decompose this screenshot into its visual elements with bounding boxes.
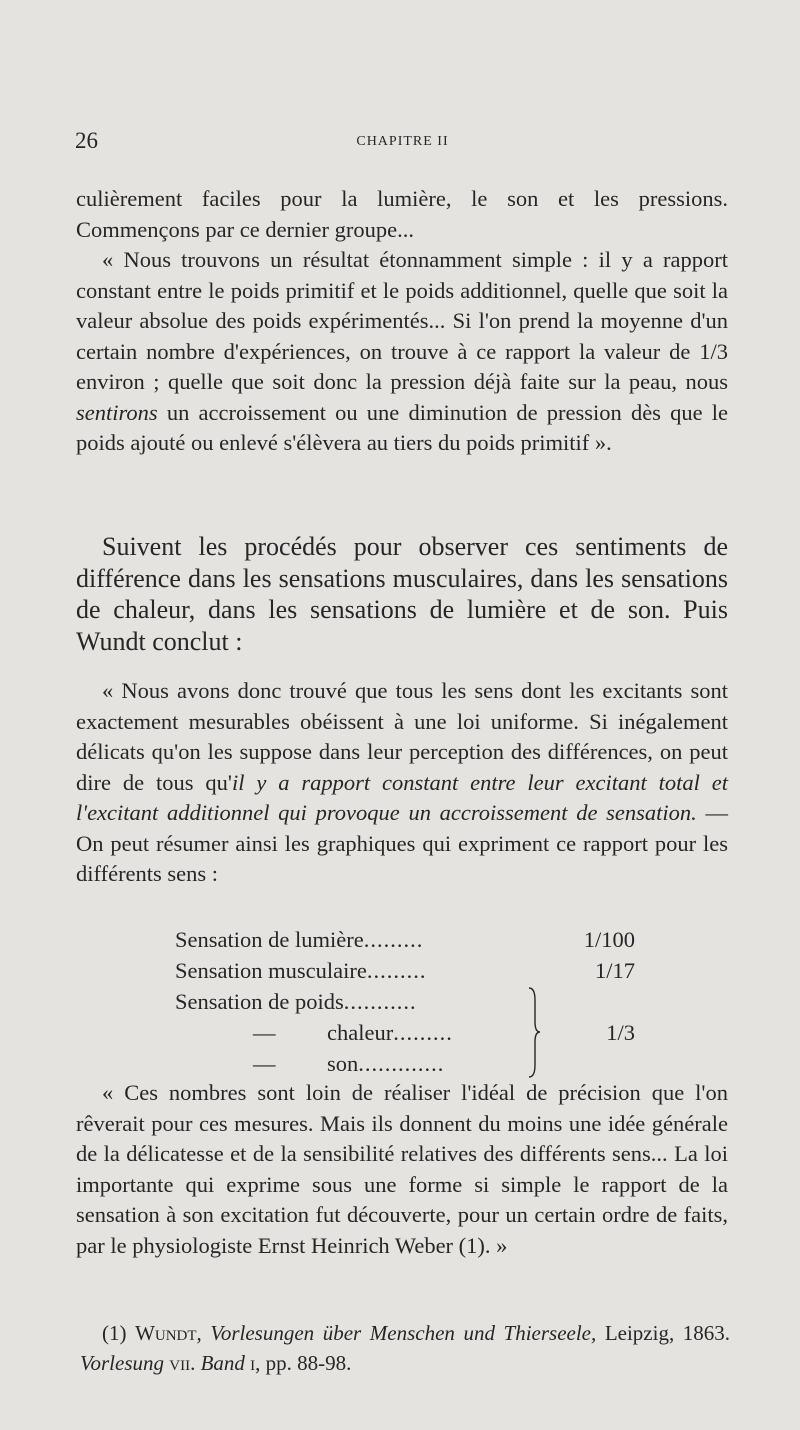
page-number: 26 [75,128,98,153]
footnote-author: Wundt, [135,1321,202,1345]
italic-emphasis: sentirons [76,399,158,425]
footnote-pages: pp. 88-98. [265,1351,352,1375]
table-row [175,924,635,955]
row-label: Sensation de poids........... [175,989,417,1014]
row-value: 1/17 [594,958,635,983]
table-row [175,986,635,1017]
row-label: Sensation musculaire......... [175,958,427,983]
quote-weber [76,184,728,459]
ditto-dash: — [253,1051,276,1076]
quote-continuation: culièrement faciles pour la lumière, le son et les pressions. Commençons par ce dernier groupe... [76,186,728,242]
row-label: Sensation de lumière......... [175,927,424,952]
italic-emphasis: il y a rapport constant entre leur excitant total et l'excitant additionnel qui provoque un accroissement de sensation. [76,769,728,825]
ditto-dash: — [253,1020,276,1045]
quote-text: « Nous avons donc trouvé que tous les sens dont les excitants sont exactement mesurables obéissent à une loi uniforme. Si inégalement délicats qu'on les suppose dans leur perception des différences, on peut dire de tous qu' [76,678,728,795]
sensation-ratio-table [175,924,635,1079]
footnote-title: Vorlesungen über Menschen und Thierseele, [210,1321,597,1345]
quote-text-end: — On peut résumer ainsi les graphiques qui expriment ce rapport pour les différents sens : [76,800,728,886]
curly-brace [527,986,541,1079]
footnote-marker: (1) [102,1321,127,1345]
quote-text: « Nous trouvons un résultat étonnamment simple : il y a rapport constant entre le poids primitif et le poids additionnel, quelle que soit la valeur absolue des poids expérimentés... Si l'on prend la moyenne d'un certain nombre d'expériences, on trouve à ce rapport la valeur de 1/3 environ ; quelle que soit donc la pression déjà faite sur la peau, nous [76,247,728,394]
footnote [80,1318,730,1378]
quote-text-end: un accroissement ou une diminution de pression dès que le poids ajouté ou enlevé s'élèvera au tiers du poids primitif ». [76,399,728,455]
table-row [175,1048,635,1079]
row-value: 1/100 [583,927,635,952]
group-value: 1/3 [606,1020,635,1045]
running-head: CHAPITRE II [356,134,449,149]
footnote-band: Band [200,1351,245,1375]
quote-closing: « Ces nombres sont loin de réaliser l'idéal de précision que l'on rêverait pour ces mesures. Mais ils donnent du moins une idée générale de la délicatesse et de la sensibilité relatives des différents sens... La loi importante qui exprime sous une forme si simple le rapport de la sensation à son excitation fut découverte, pour un certain ordre de faits, par le physiologiste Ernst Heinrich Weber (1). » [76,1080,728,1258]
footnote-lecture-num: vii. [169,1351,196,1375]
quote-wundt [76,676,728,890]
footnote-band-num: i, [250,1351,261,1375]
body-paragraph: Suivent les procédés pour observer ces sentiments de différence dans les sensations musculaires, dans les sensations de chaleur, dans les sensations de lumière et de son. Puis Wundt conclut : [76,532,728,656]
page-header [75,128,730,158]
table-row [175,1017,635,1048]
footnote-place: Leipzig, 1863. [604,1321,731,1345]
footnote-lecture: Vorlesung [80,1351,164,1375]
row-label: chaleur......... [327,1020,453,1045]
table-row [175,955,635,986]
row-label: son............. [327,1051,445,1076]
